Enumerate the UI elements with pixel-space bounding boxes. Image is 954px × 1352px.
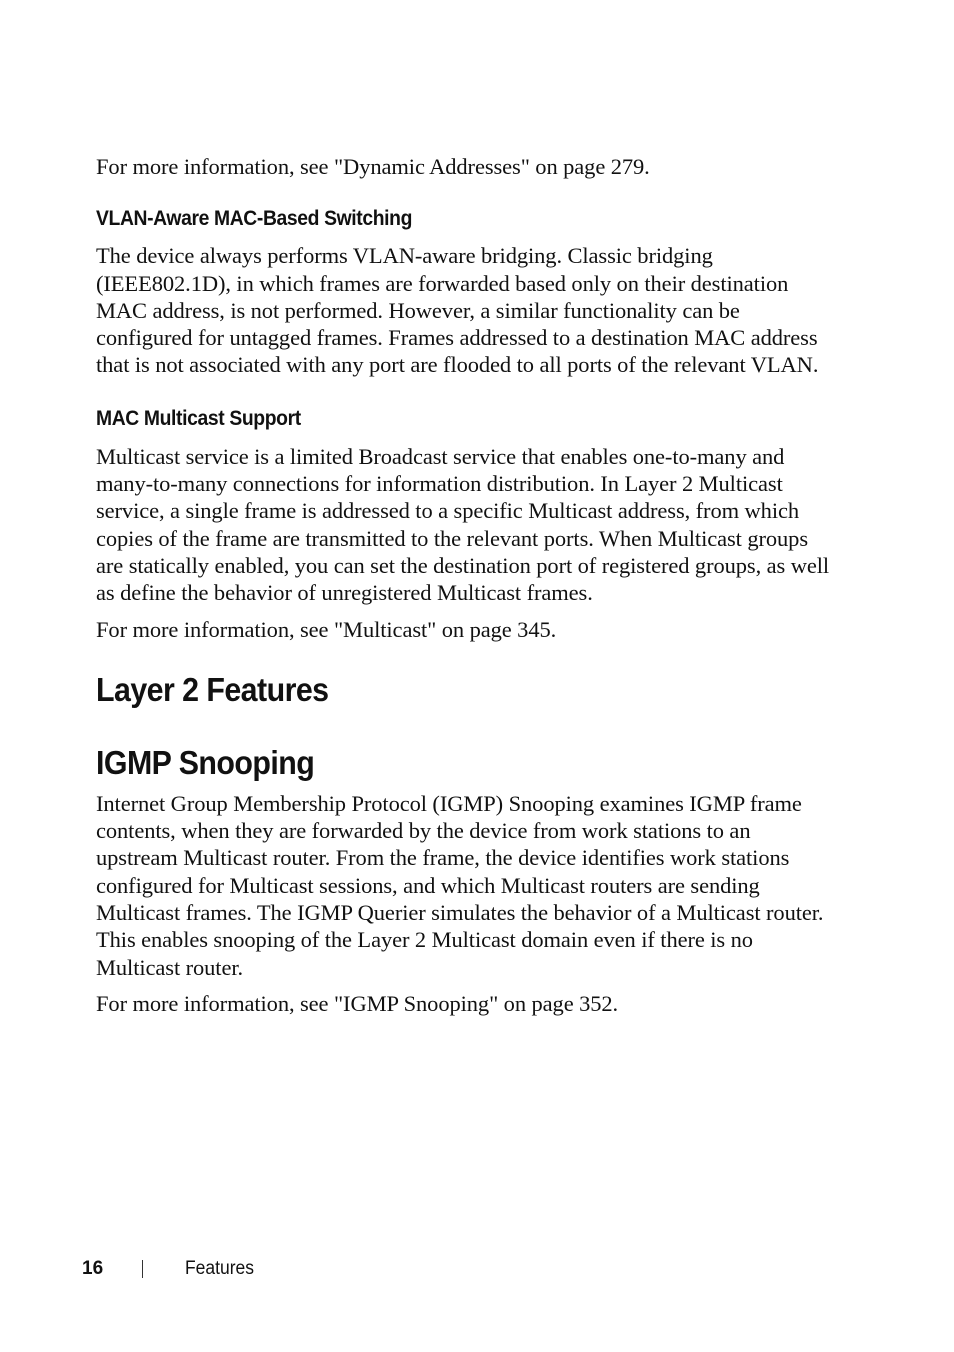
layer2-features-heading: Layer 2 Features: [96, 670, 329, 708]
igmp-snooping-heading: IGMP Snooping: [96, 743, 315, 781]
multicast-reference: For more information, see "Multicast" on page 345.: [96, 616, 557, 642]
vlan-switching-heading: VLAN-Aware MAC-Based Switching: [96, 207, 413, 231]
page-footer: [82, 1256, 260, 1282]
vlan-switching-body: The device always performs VLAN-aware bridging. Classic bridging (IEEE802.1D), in which frames are forwarded based only on their destination MAC address, is not performed. However, a similar functionality can be configured for untagged frames. Frames addressed to a destination MAC address that is not associated with any port are flooded to all ports of the relevant VLAN.: [96, 243, 819, 378]
footer-section-name: Features: [185, 1258, 254, 1279]
mac-multicast-body: Multicast service is a limited Broadcast service that enables one-to-many and many-to-many connections for information distribution. In Layer 2 Multicast service, a single frame is addressed to a specific Multicast address, from which copies of the frame are transmitted to the relevant ports. When Multicast groups are statically enabled, you can set the destination port of registered groups, as well as define the behavior of unregistered Multicast frames.: [96, 443, 830, 606]
igmp-snooping-body: Internet Group Membership Protocol (IGMP) Snooping examines IGMP frame contents, when they are forwarded by the device from work stations to an upstream Multicast router. From the frame, the device identifies work stations configured for Multicast sessions, and which Multicast routers are sending Multicast frames. The IGMP Querier simulates the behavior of a Multicast router. This enables snooping of the Layer 2 Multicast domain even if there is no Multicast router.: [96, 790, 824, 980]
page-number: 16: [82, 1258, 104, 1279]
mac-multicast-heading: MAC Multicast Support: [96, 406, 301, 430]
footer-separator: [142, 1260, 143, 1278]
igmp-snooping-reference: For more information, see "IGMP Snooping" on page 352.: [96, 990, 619, 1016]
dynamic-addresses-reference: For more information, see "Dynamic Addresses" on page 279.: [96, 154, 650, 179]
page-content: [96, 150, 836, 1017]
